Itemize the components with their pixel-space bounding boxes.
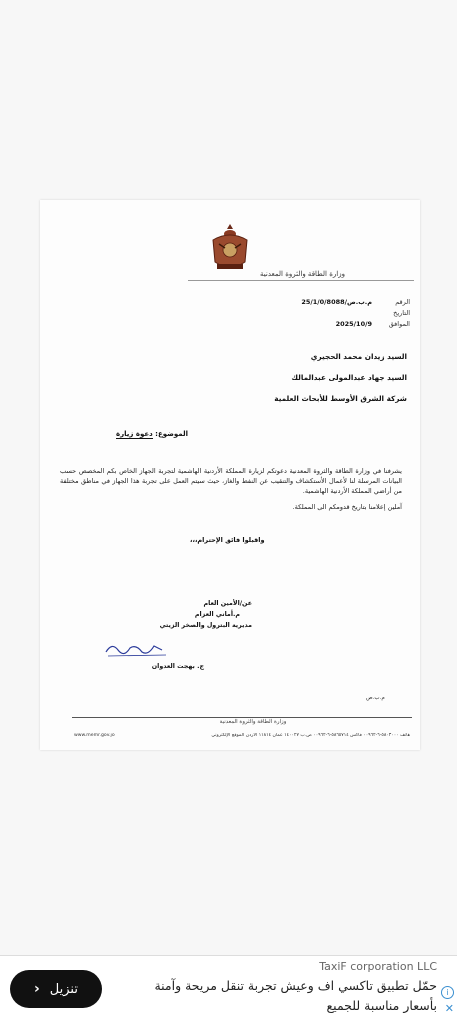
footer-divider <box>72 717 412 718</box>
ad-text: حمّل تطبيق تاكسي اف وعيش تجربة تنقل مريحة وآمنة بأسعار مناسبة للجميع <box>154 978 437 1013</box>
addressee-1: السيد زيدان محمد الحجيري <box>310 352 407 361</box>
signature-block <box>102 598 252 631</box>
header-divider <box>188 280 414 281</box>
footer-website: www.memr.gov.jo <box>74 733 115 738</box>
close-icon[interactable]: ✕ <box>444 1002 454 1015</box>
handwritten-signature <box>102 638 172 660</box>
subject-value: دعوة زيارة <box>115 430 153 438</box>
body-paragraph-1: يشرفنا في وزارة الطاقة والثروة المعدنية دعوتكم لزيارة المملكة الأردنية الهاشمية لتجربة الجهاز الخاص بكم المخصص حسب البيانات المرسلة لنا لأعمال الأستكشاف والتنقيب عن النفط والغاز، حيث سيتم العمل على تجربة هذا الجهاز في مناطق مختلفة من أراضي المملكة الأردنية الهاشمية. <box>60 467 402 495</box>
closing-line: واقبلوا فائق الإحترام،،، <box>190 536 265 544</box>
ad-company-name: TaxiF corporation LLC <box>319 960 437 973</box>
footer-contact <box>74 733 410 738</box>
sign-line-2: م.أماني العزام <box>194 611 240 618</box>
ref-value: م.ب.ص/25/1/0/8088 <box>301 297 372 306</box>
date-row <box>290 307 410 318</box>
subject-label: الموضوع: <box>155 430 188 438</box>
download-button[interactable] <box>10 970 102 1008</box>
hijri-label: الموافق <box>388 319 410 328</box>
signatory-name: ج. بهجت العدوان <box>151 663 204 670</box>
chevron-right-icon: › <box>34 981 40 997</box>
ministry-header: وزارة الطاقة والثروة المعدنية <box>260 270 345 278</box>
footer-ministry-logo: وزارة الطاقة والثروة المعدنية <box>219 719 287 725</box>
body-paragraph-2: آملين إعلامنا بتاريخ قدومكم الى المملكة. <box>292 503 402 511</box>
date-label: التاريخ <box>393 308 410 317</box>
letter-metadata <box>290 296 410 329</box>
info-icon[interactable]: i <box>441 986 454 999</box>
ref-label: الرقم <box>395 297 410 306</box>
ref-row <box>290 296 410 307</box>
bottom-reference: م.ب.ص <box>366 695 385 701</box>
jordan-crest-logo <box>205 222 255 274</box>
hijri-row <box>290 318 410 329</box>
letter-document <box>40 200 420 750</box>
footer-contact-text: هاتف ٥٨٠٣٠٠٠-٦-٠٠٩٦٢ فاكس ٥٨٦٥٧١٤-٦-٠٠٩٦٢ ص.ب ١٤٠٠٢٧ عمان ١١٨١٤ الأردن الموقع الإلكتروني <box>211 733 410 738</box>
download-button-label: تنزيل <box>49 981 78 997</box>
letter-body <box>60 466 402 512</box>
hijri-value: 2025/10/9 <box>335 319 372 328</box>
sign-line-3: مديرية البترول والصخر الزيتي <box>159 622 252 629</box>
sign-line-1: عن/الأمين العام <box>203 600 252 607</box>
addressee-2: السيد جهاد عبدالمولى عبدالمالك <box>291 373 407 382</box>
addressee-company: شركة الشرق الأوسط للأبحاث العلمية <box>274 394 407 403</box>
subject-line <box>116 430 188 438</box>
ad-banner[interactable] <box>0 955 457 1025</box>
